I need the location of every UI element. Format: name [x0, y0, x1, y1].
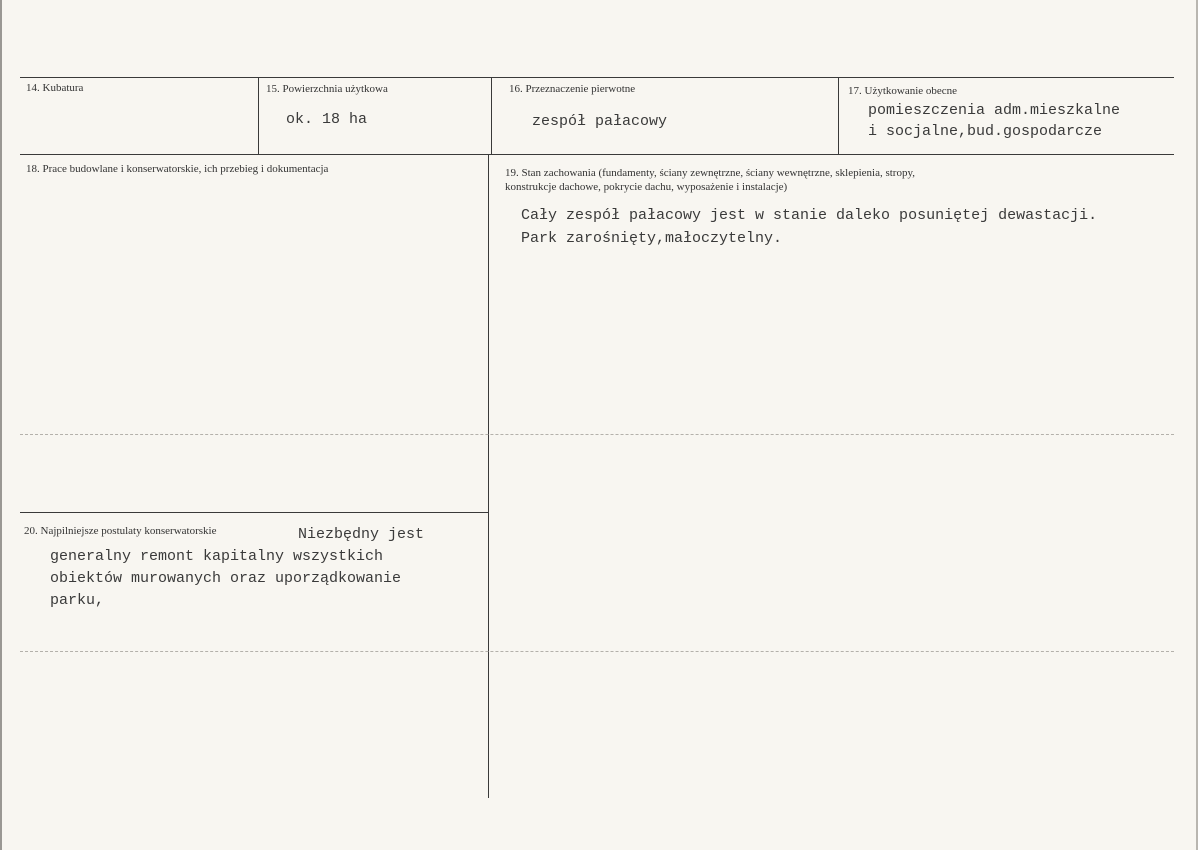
divider-main	[488, 154, 489, 798]
label-prace-budowlane: 18. Prace budowlane i konserwatorskie, ich przebieg i dokumentacja	[26, 163, 329, 175]
value-postulaty-line-1: generalny remont kapitalny wszystkich	[50, 548, 384, 565]
value-stan-zachowania-line-1: Cały zespół pałacowy jest w stanie daleko posuniętej dewastacji.	[521, 207, 1098, 224]
value-uzytkowanie-line-2: i socjalne,bud.gospodarcze	[868, 123, 1103, 140]
divider-14-15	[258, 77, 259, 154]
rule-18-bottom	[20, 512, 488, 513]
label-przeznaczenie: 16. Przeznaczenie pierwotne	[509, 83, 636, 95]
rule-top	[20, 77, 1174, 78]
value-powierzchnia: ok. 18 ha	[286, 111, 368, 128]
value-postulaty-first: Niezbędny jest	[298, 526, 425, 543]
rule-header-bottom	[20, 154, 1174, 155]
value-postulaty-line-2: obiektów murowanych oraz uporządkowanie	[50, 570, 402, 587]
label-powierzchnia: 15. Powierzchnia użytkowa	[266, 83, 388, 95]
value-uzytkowanie-line-1: pomieszczenia adm.mieszkalne	[868, 102, 1121, 119]
label-uzytkowanie: 17. Użytkowanie obecne	[848, 85, 958, 97]
label-kubatura: 14. Kubatura	[26, 82, 84, 94]
label-postulaty: 20. Najpilniejsze postulaty konserwatorskie	[24, 525, 217, 537]
divider-15-16	[491, 77, 492, 154]
faint-rule-1	[20, 434, 1174, 435]
label-stan-zachowania-line-1: 19. Stan zachowania (fundamenty, ściany zewnętrzne, ściany wewnętrzne, sklepienia, stropy,	[505, 167, 916, 179]
divider-16-17	[838, 77, 839, 154]
label-stan-zachowania-line-2: konstrukcje dachowe, pokrycie dachu, wyposażenie i instalacje)	[505, 181, 788, 193]
value-postulaty-line-3: parku,	[50, 592, 105, 609]
faint-rule-2	[20, 651, 1174, 652]
value-stan-zachowania-line-2: Park zarośnięty,małoczytelny.	[521, 230, 783, 247]
value-przeznaczenie: zespół pałacowy	[532, 113, 668, 130]
bleed-through-left	[37, 190, 61, 250]
